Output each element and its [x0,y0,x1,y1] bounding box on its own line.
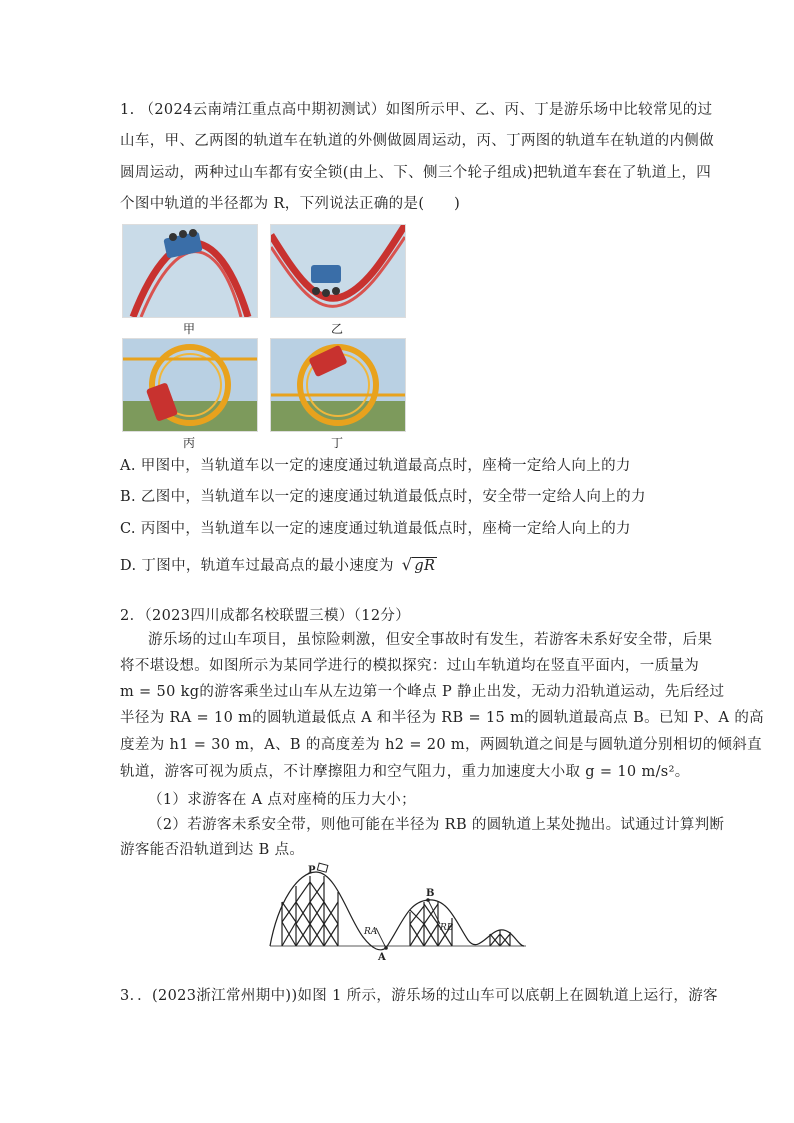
q2-line-6: 轨道，游客可视为质点，不计摩擦阻力和空气阻力，重力加速度大小取 g = 10 m/s²。 [120,764,690,780]
photo-bing [122,338,258,432]
q1-line-2: 山车，甲、乙两图的轨道车在轨道的外侧做圆周运动，丙、丁两图的轨道车在轨道的内侧做 [120,133,714,149]
caption-ding: 丁 [330,436,343,450]
q1-line-3: 圆周运动，两种过山车都有安全锁(由上、下、侧三个轮子组成)把轨道车套在了轨道上，四 [120,165,712,181]
q3-line-1: 3．．(2023浙江常州期中))如图 1 所示，游乐场的过山车可以底朝上在圆轨道上运行，游客 [120,988,718,1004]
q2-line-2: 将不堪设想。如图所示为某同学进行的模拟探究：过山车轨道均在竖直平面内，一质量为 [120,658,700,674]
q2-line-3: m = 50 kg的游客乘坐过山车从左边第一个峰点 P 静止出发，无动力沿轨道运动，先后经过 [120,684,725,700]
q2-line-9: 游客能否沿轨道到达 B 点。 [120,842,305,858]
label-rb: RB [440,923,454,933]
caption-jia: 甲 [182,322,195,336]
q2-line-1: 游乐场的过山车项目，虽惊险刺激，但安全事故时有发生，若游客未系好安全带，后果 [148,632,713,648]
q2-part-1: （1）求游客在 A 点对座椅的压力大小； [148,792,416,808]
label-a: A [378,952,386,962]
q2-part-2: （2）若游客未系安全带，则他可能在半径为 RB 的圆轨道上某处抛出。试通过计算判断 [148,817,725,833]
q1-option-d [120,555,437,576]
sqrt-expression: √ gR [401,555,436,574]
q1-line-1: 1. （2024云南靖江重点高中期初测试）如图所示甲、乙、丙、丁是游乐场中比较常见的过 [120,102,713,118]
label-b: B [426,888,435,899]
caption-bing: 丙 [182,436,195,450]
q2-header: 2．（2023四川成都名校联盟三模）（12分） [120,608,411,624]
caption-yi: 乙 [330,322,343,336]
label-p: P [308,865,316,876]
photo-ding [270,338,406,432]
roller-coaster-diagram [268,862,528,962]
photo-yi [270,224,406,318]
q2-line-5: 度差为 h1 = 30 m，A、B 的高度差为 h2 = 20 m，两圆轨道之间是与圆轨道分别相切的倾斜直 [120,737,762,753]
q1-option-b: B. 乙图中，当轨道车以一定的速度通过轨道最低点时，安全带一定给人向上的力 [120,489,646,505]
sqrt-content: gR [414,558,436,574]
photo-jia [122,224,258,318]
q1-option-c: C. 丙图中，当轨道车以一定的速度通过轨道最低点时，座椅一定给人向上的力 [120,521,631,537]
label-ra: RA [364,927,378,937]
q2-line-4: 半径为 RA = 10 m的圆轨道最低点 A 和半径为 RB = 15 m的圆轨道最高点 B。已知 P、A 的高 [120,710,765,726]
q1-line-4: 个图中轨道的半径都为 R，下列说法正确的是( ) [120,196,461,212]
q1-option-d-text: D. 丁图中，轨道车过最高点的最小速度为 [120,558,394,574]
q1-option-a: A. 甲图中，当轨道车以一定的速度通过轨道最高点时，座椅一定给人向上的力 [120,458,631,474]
